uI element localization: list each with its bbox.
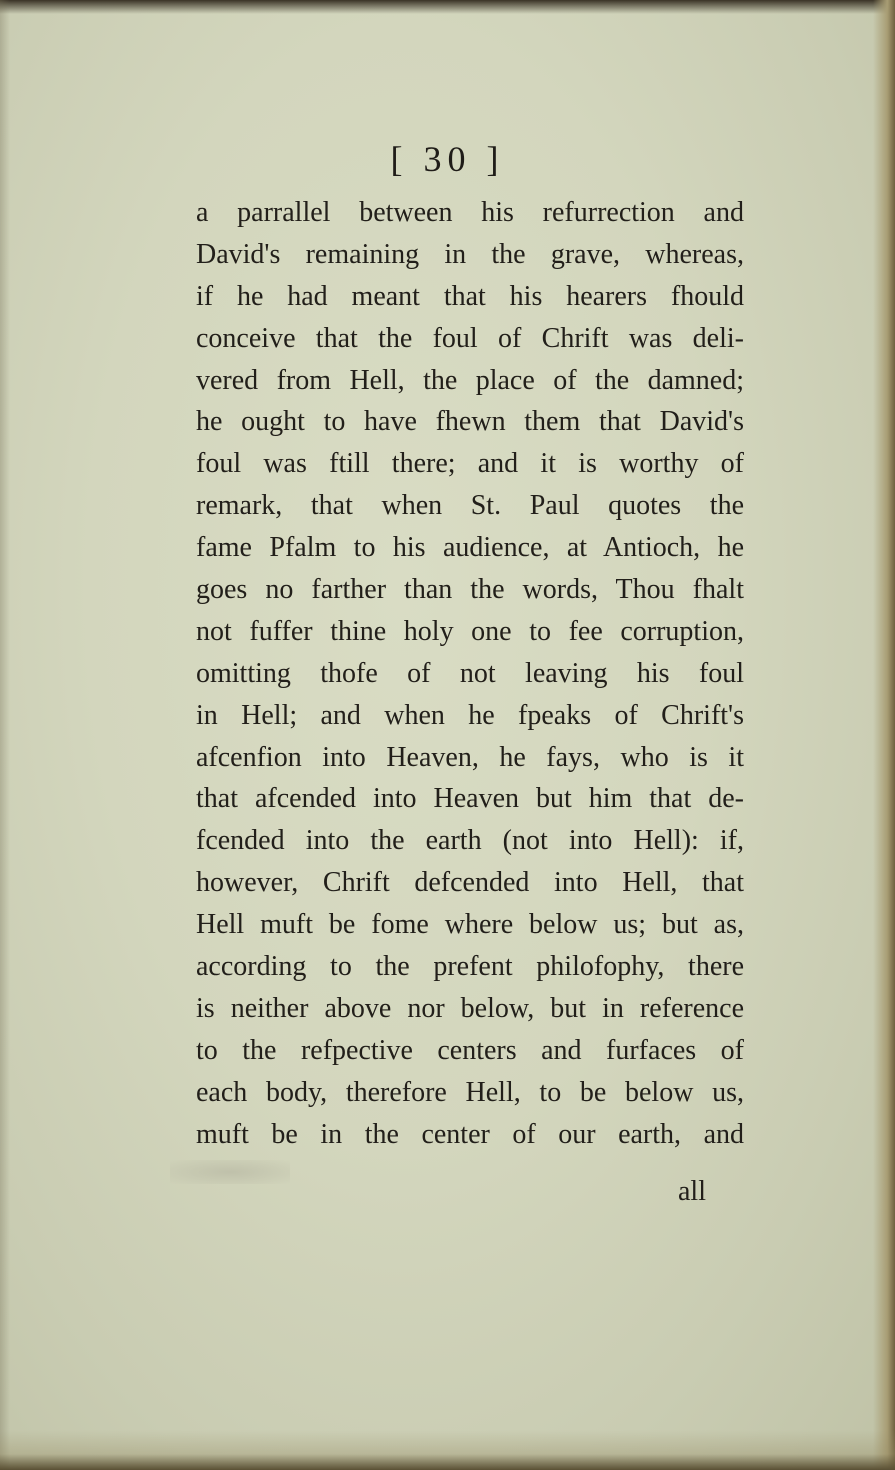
text-line: David's remaining in the grave, whereas,: [196, 238, 744, 270]
text-line: muft be in the center of our earth, and: [196, 1118, 744, 1150]
text-line: omitting thofe of not leaving his foul: [196, 657, 744, 689]
text-line: is neither above nor below, but in reference: [196, 992, 744, 1024]
text-line: in Hell; and when he fpeaks of Chrift's: [196, 699, 744, 731]
page-top-edge: [0, 0, 895, 14]
text-line: if he had meant that his hearers fhould: [196, 280, 744, 312]
text-line: goes no farther than the words, Thou fhalt: [196, 574, 744, 606]
text-line: remark, that when St. Paul quotes the: [196, 490, 744, 522]
text-line: foul was ftill there; and it is worthy of: [196, 448, 744, 480]
page-bottom-edge: [0, 1430, 895, 1470]
page-number: [ 30 ]: [390, 139, 505, 179]
text-line: Hell muft be fome where below us; but as,: [196, 909, 744, 941]
text-line: conceive that the foul of Chrift was deli-: [196, 322, 744, 354]
body-text: [196, 192, 744, 1155]
catchword: all: [678, 1176, 706, 1207]
text-line: according to the prefent philofophy, there: [196, 951, 744, 983]
ink-smudge: [170, 1160, 290, 1184]
text-line: vered from Hell, the place of the damned;: [196, 364, 744, 396]
text-line: that afcended into Heaven but him that de-: [196, 783, 744, 815]
text-line: fame Pfalm to his audience, at Antioch, he: [196, 532, 744, 564]
text-line: he ought to have fhewn them that David's: [196, 406, 744, 438]
text-line: to the refpective centers and furfaces of: [196, 1034, 744, 1066]
text-line: fcended into the earth (not into Hell): if,: [196, 825, 744, 857]
text-line: each body, therefore Hell, to be below us,: [196, 1076, 744, 1108]
text-line: afcenfion into Heaven, he fays, who is it: [196, 741, 744, 773]
page-left-edge: [0, 0, 10, 1470]
page-right-edge: [873, 0, 895, 1470]
text-line: a parrallel between his refurrection and: [196, 197, 744, 228]
text-line: however, Chrift defcended into Hell, that: [196, 867, 744, 899]
text-line: not fuffer thine holy one to fee corruption,: [196, 615, 744, 647]
